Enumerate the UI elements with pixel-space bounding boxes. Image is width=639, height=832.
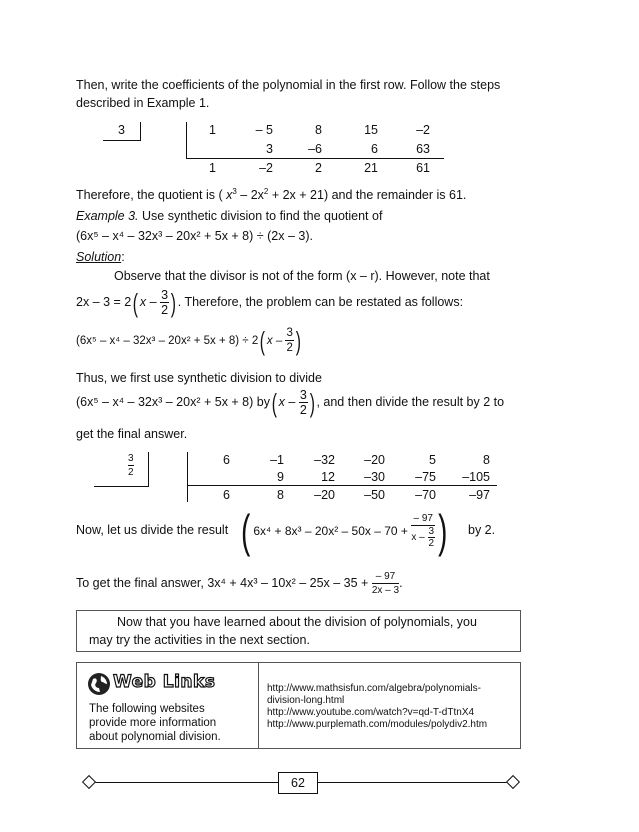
web-links-desc-2: provide more information: [89, 717, 217, 729]
t2-r2-c2: 9: [277, 470, 284, 484]
notice-line-2: may try the activities in the next section.: [89, 633, 310, 647]
divide-line: (6x⁵ – x⁴ – 32x³ – 20x² + 5x + 8) by( x – $\frac{3}{2}$ ) , and then divide the result by 2 to: [76, 387, 505, 418]
t1-r1-c4: 15: [364, 123, 378, 137]
intro-line-2: described in Example 1.: [76, 96, 210, 110]
t2-r2-c3: 12: [321, 470, 335, 484]
solution-label: Solution:: [76, 250, 125, 264]
table1-divisor: 3: [118, 123, 125, 137]
t2-r2-c5: –75: [415, 470, 436, 484]
notice-line-1: Now that you have learned about the division of polynomials, you: [117, 615, 477, 629]
divide-result-lead: Now, let us divide the result: [76, 523, 229, 537]
t2-r1-c3: –32: [314, 453, 335, 467]
t2-r1-c6: 8: [483, 453, 490, 467]
divide-by-two: by 2.: [468, 523, 496, 537]
solution-paragraph: Observe that the divisor is not of the form (x – r). However, note that: [114, 269, 490, 283]
t1-r2-c3: –6: [308, 142, 322, 156]
t2-r3-c2: 8: [277, 488, 284, 502]
thus-line: Thus, we first use synthetic division to divide: [76, 371, 322, 385]
next-section-notice: [76, 610, 521, 652]
final-answer: To get the final answer, 3x⁴ + 4x³ – 10x² – 25x – 35 + $\frac{- 97}{2x - 3}$ .: [76, 571, 403, 597]
t1-r2-c2: 3: [266, 142, 273, 156]
globe-icon: [87, 672, 111, 699]
link-1-cont[interactable]: division-long.html: [267, 695, 345, 706]
right-diamond-icon: [506, 775, 520, 789]
t2-r1-c1: 6: [223, 453, 230, 467]
therefore-quotient: Therefore, the quotient is ( $x^3 - 2x^2 + 2x + 21$) and the remainder is 61.: [76, 187, 467, 202]
t2-r3-c5: –70: [415, 488, 436, 502]
t1-r3-c3: 2: [315, 161, 322, 175]
web-links-box: [76, 662, 521, 749]
page-number: 62: [278, 772, 318, 794]
t1-r3-c5: 61: [416, 161, 430, 175]
t2-r2-c4: –30: [364, 470, 385, 484]
t2-r3-c6: –97: [469, 488, 490, 502]
t1-r3-c4: 21: [364, 161, 378, 175]
link-2[interactable]: http://www.youtube.com/watch?v=qd-T-dTtnX4: [267, 707, 475, 718]
example-3-heading: Example 3. Use synthetic division to find the quotient of: [76, 209, 383, 223]
web-links-desc-1: The following websites: [89, 703, 205, 715]
left-diamond-icon: [82, 775, 96, 789]
t2-r3-c1: 6: [223, 488, 230, 502]
t2-r1-c5: 5: [429, 453, 436, 467]
link-3[interactable]: http://www.purplemath.com/modules/polydiv2.htm: [267, 719, 488, 730]
web-links-list: [267, 683, 487, 731]
web-links-desc-3: about polynomial division.: [89, 731, 221, 743]
restated-problem: (6x⁵ – x⁴ – 32x³ – 20x² + 5x + 8) ÷ 2( x – $\frac{3}{2}$ ): [76, 325, 301, 356]
t2-r2-c6: –105: [462, 470, 490, 484]
intro-line-1: Then, write the coefficients of the polynomial in the first row. Follow the steps: [76, 78, 501, 92]
web-links-title: Web Links: [113, 672, 216, 692]
divide-result-expression: ( 6x⁴ + 8x³ – 20x² – 50x – 70 + – 97 x – $\frac{3}{2}$ ): [241, 505, 448, 557]
t1-r1-c1: 1: [209, 123, 216, 137]
t1-r3-c2: –2: [259, 161, 273, 175]
table2-divisor: 3 2: [128, 453, 134, 478]
t2-r1-c4: –20: [364, 453, 385, 467]
t1-r3-c1: 1: [209, 161, 216, 175]
t1-r1-c5: –2: [416, 123, 430, 137]
t2-r3-c4: –50: [364, 488, 385, 502]
example-3-expression: (6x⁵ – x⁴ – 32x³ – 20x² + 5x + 8) ÷ (2x – 3).: [76, 229, 313, 243]
t1-r1-c3: 8: [315, 123, 322, 137]
t1-r2-c4: 6: [371, 142, 378, 156]
t1-r1-c2: – 5: [255, 123, 273, 137]
final-answer-line: get the final answer.: [76, 427, 188, 441]
divisor-rewrite: 2x – 3 = 2( x – $\frac{3}{2}$ ) . Therefore, the problem can be restated as follows:: [76, 287, 464, 318]
t2-r3-c3: –20: [314, 488, 335, 502]
link-1[interactable]: http://www.mathsisfun.com/algebra/polynomials-: [267, 683, 481, 694]
t2-r1-c2: –1: [270, 453, 284, 467]
t1-r2-c5: 63: [416, 142, 430, 156]
